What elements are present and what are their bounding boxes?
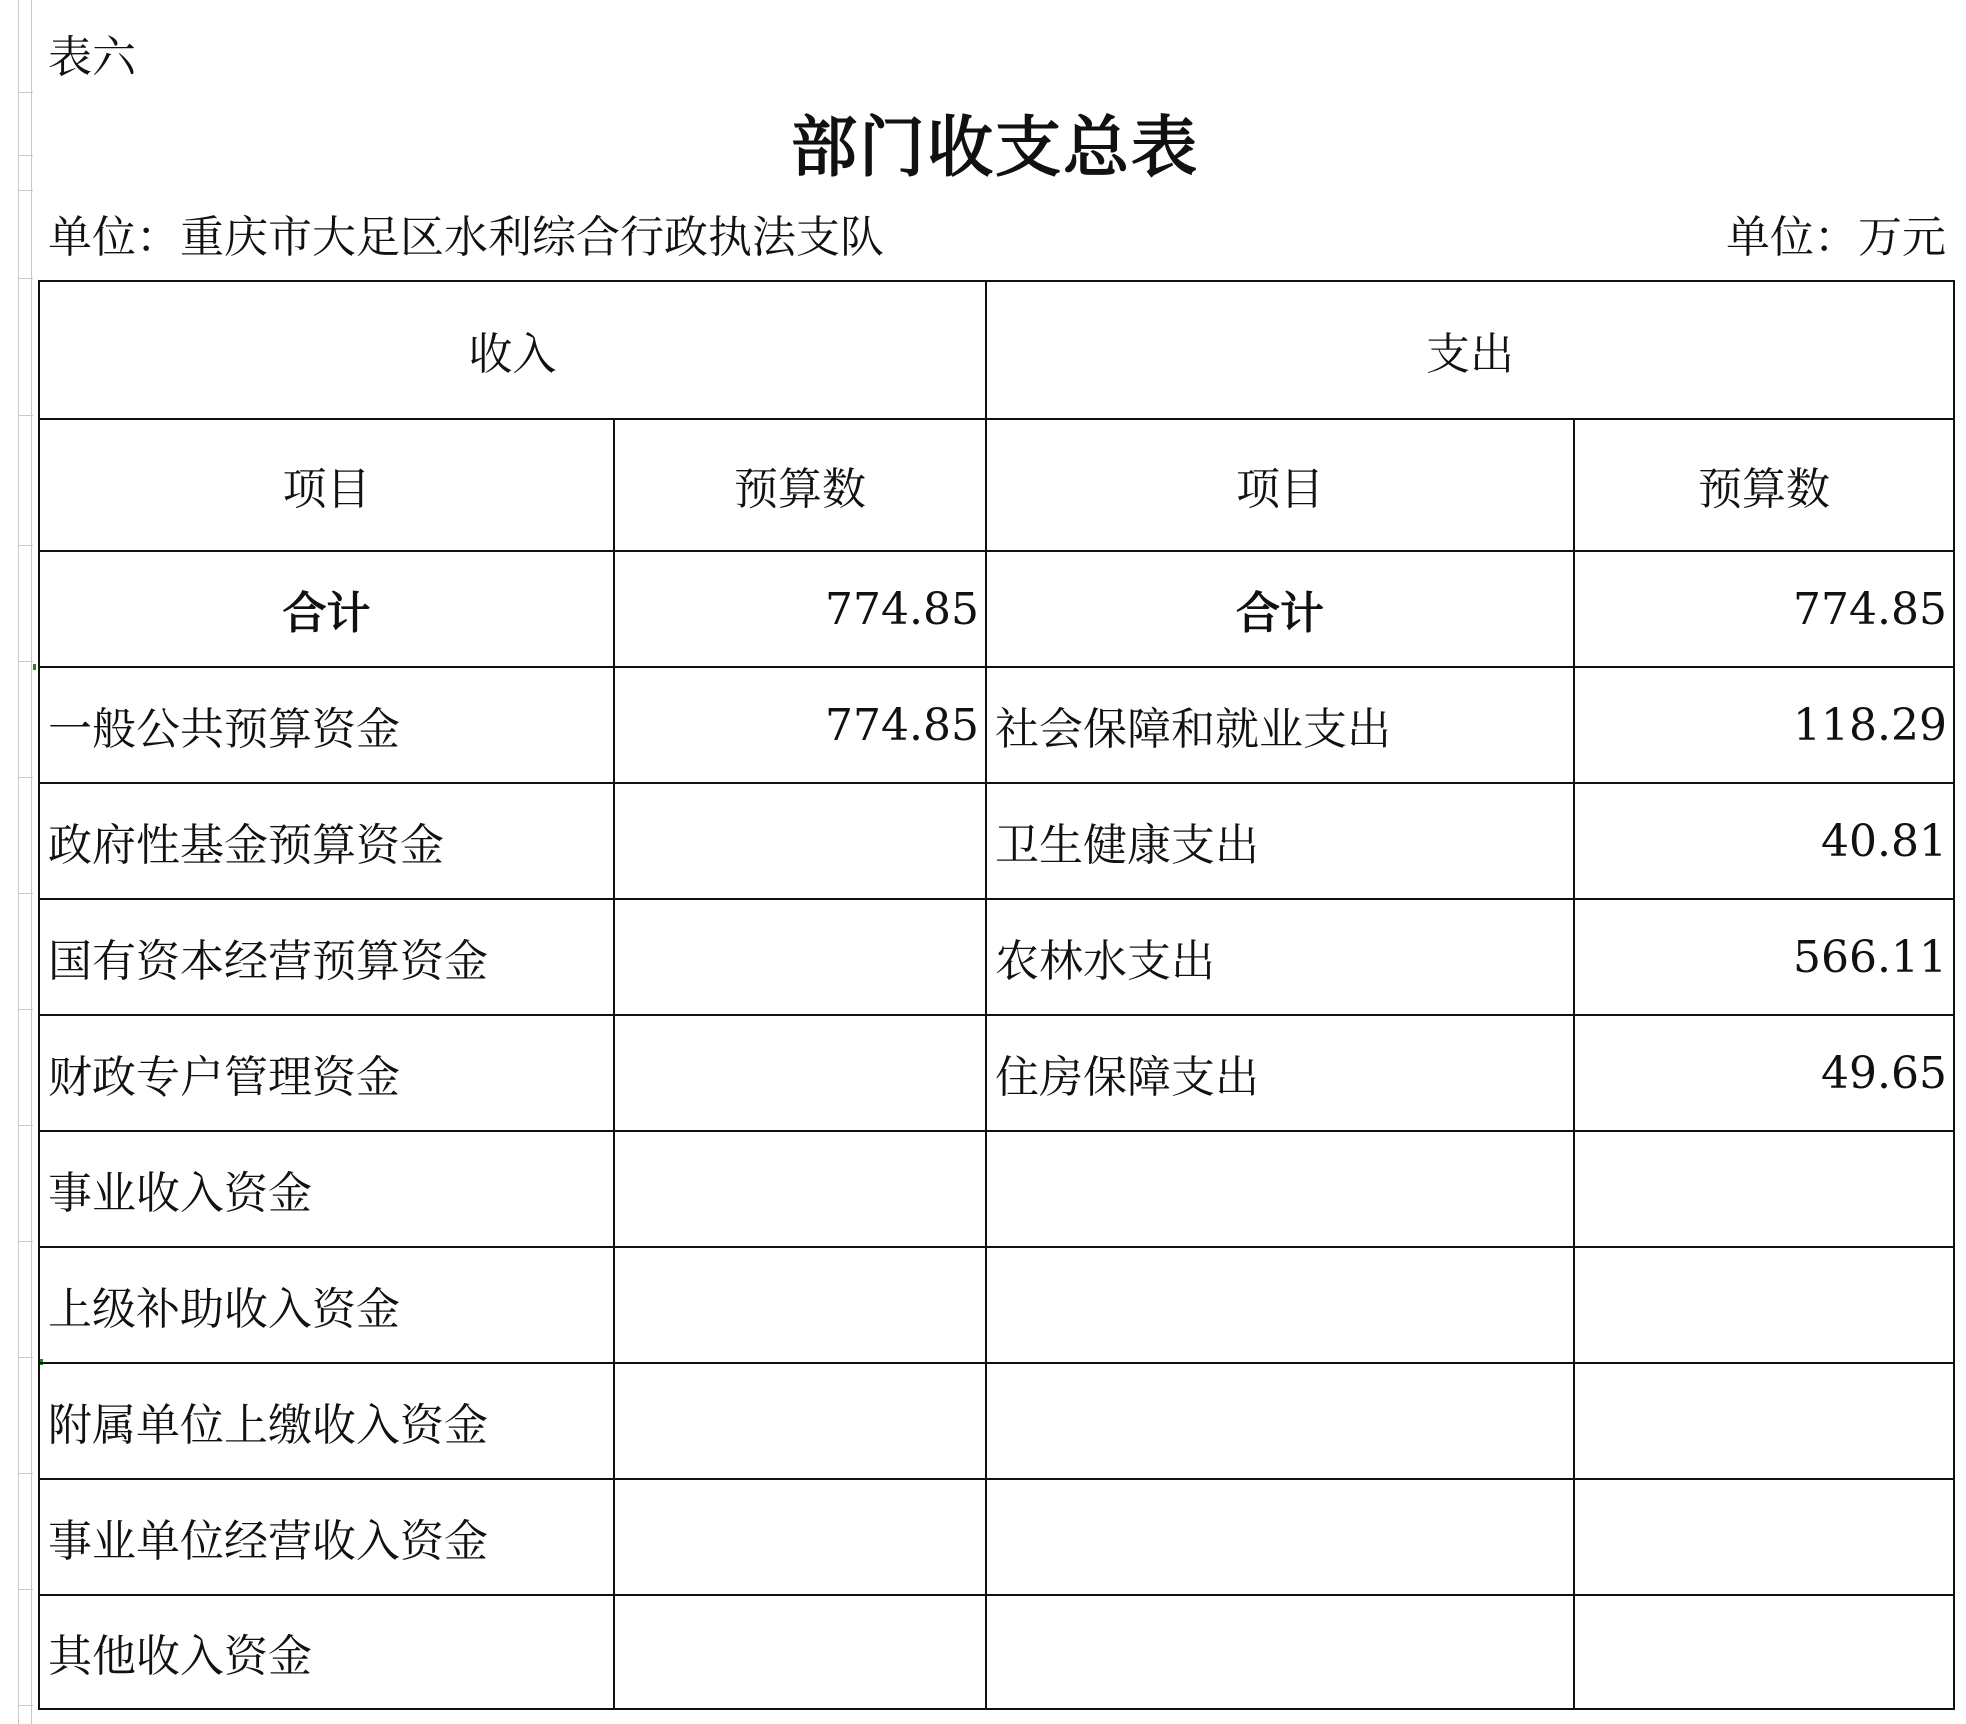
- income-item: 事业单位经营收入资金: [39, 1479, 614, 1595]
- expense-item: [986, 1595, 1574, 1709]
- income-item: 财政专户管理资金: [39, 1015, 614, 1131]
- expense-value: 118.29: [1574, 667, 1954, 783]
- table-row: [39, 1015, 1954, 1131]
- table-row: [39, 1131, 1954, 1247]
- expense-value: [1574, 1595, 1954, 1709]
- income-item: 附属单位上缴收入资金: [39, 1363, 614, 1479]
- income-group-header: 收入: [39, 281, 986, 419]
- table-row: [39, 1247, 1954, 1363]
- row-divider: [19, 1589, 33, 1590]
- income-value: [614, 1595, 986, 1709]
- income-value: 774.85: [614, 667, 986, 783]
- page-title: 部门收支总表: [791, 108, 1199, 186]
- row-header-gutter: [18, 0, 32, 1724]
- income-value: [614, 1479, 986, 1595]
- table-row: [39, 783, 1954, 899]
- row-divider: [19, 1241, 33, 1242]
- row-divider: [19, 893, 33, 894]
- income-value: [614, 899, 986, 1015]
- income-item: 政府性基金预算资金: [39, 783, 614, 899]
- row-divider: [19, 1009, 33, 1010]
- income-value: [614, 1015, 986, 1131]
- income-budget-header: 预算数: [614, 419, 986, 551]
- table-row: [39, 899, 1954, 1015]
- table-row: [39, 1363, 1954, 1479]
- expense-total-label: 合计: [986, 551, 1574, 667]
- expense-total-value: 774.85: [1574, 551, 1954, 667]
- expense-value: [1574, 1131, 1954, 1247]
- cell-marker: [33, 664, 36, 670]
- income-value: [614, 1131, 986, 1247]
- income-item-header: 项目: [39, 419, 614, 551]
- row-divider: [19, 415, 33, 416]
- table-row: [39, 1595, 1954, 1709]
- sheet-label: 表六: [48, 32, 136, 83]
- table-row: [39, 667, 1954, 783]
- expense-value: [1574, 1479, 1954, 1595]
- expense-value: 566.11: [1574, 899, 1954, 1015]
- expense-item: [986, 1131, 1574, 1247]
- expense-item: [986, 1479, 1574, 1595]
- income-value: [614, 1247, 986, 1363]
- income-total-value: 774.85: [614, 551, 986, 667]
- row-divider: [19, 1125, 33, 1126]
- expense-value: [1574, 1363, 1954, 1479]
- expense-item: 农林水支出: [986, 899, 1574, 1015]
- row-divider: [19, 278, 33, 279]
- table-row: [39, 1479, 1954, 1595]
- expense-value: 40.81: [1574, 783, 1954, 899]
- expense-item: [986, 1247, 1574, 1363]
- expense-budget-header: 预算数: [1574, 419, 1954, 551]
- total-row: [39, 551, 1954, 667]
- expense-item: 卫生健康支出: [986, 783, 1574, 899]
- row-divider: [19, 661, 33, 662]
- expense-group-header: 支出: [986, 281, 1954, 419]
- income-item: 其他收入资金: [39, 1595, 614, 1709]
- group-header-row: [39, 281, 1954, 419]
- expense-item: [986, 1363, 1574, 1479]
- expense-item: 社会保障和就业支出: [986, 667, 1574, 783]
- expense-item-header: 项目: [986, 419, 1574, 551]
- row-divider: [19, 1473, 33, 1474]
- row-divider: [19, 777, 33, 778]
- expense-value: 49.65: [1574, 1015, 1954, 1131]
- budget-summary-table: [38, 280, 1955, 1710]
- row-divider: [19, 190, 33, 191]
- income-item: 一般公共预算资金: [39, 667, 614, 783]
- income-item: 上级补助收入资金: [39, 1247, 614, 1363]
- row-divider: [19, 1357, 33, 1358]
- unit-label: 单位：万元: [1726, 212, 1946, 263]
- income-value: [614, 783, 986, 899]
- expense-value: [1574, 1247, 1954, 1363]
- income-item: 事业收入资金: [39, 1131, 614, 1247]
- row-divider: [19, 1705, 33, 1706]
- expense-item: 住房保障支出: [986, 1015, 1574, 1131]
- row-divider: [19, 545, 33, 546]
- organization-label: 单位：重庆市大足区水利综合行政执法支队: [48, 212, 884, 263]
- income-total-label: 合计: [39, 551, 614, 667]
- column-header-row: [39, 419, 1954, 551]
- income-value: [614, 1363, 986, 1479]
- income-item: 国有资本经营预算资金: [39, 899, 614, 1015]
- row-divider: [19, 92, 33, 93]
